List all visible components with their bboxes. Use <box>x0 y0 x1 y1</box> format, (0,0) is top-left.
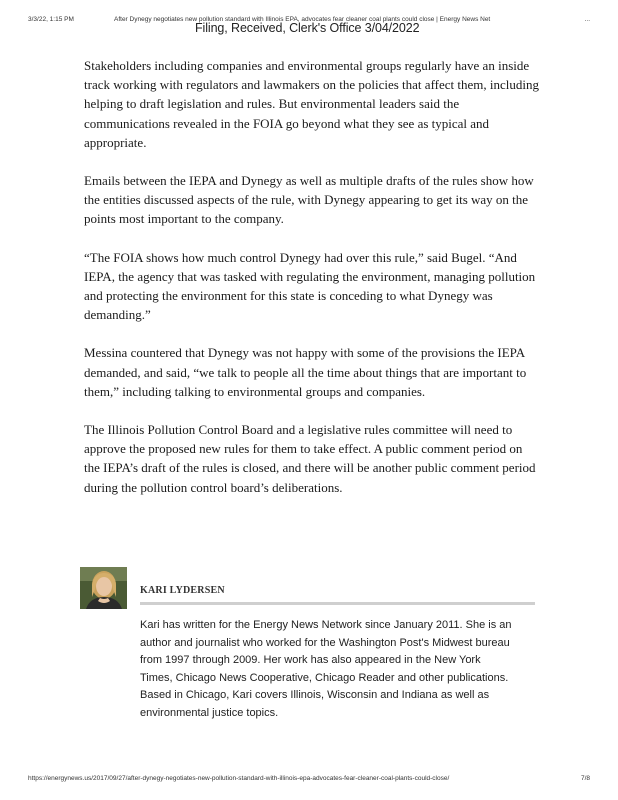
article-body <box>84 56 540 516</box>
article-paragraph: “The FOIA shows how much control Dynegy had over this rule,” said Bugel. “And IEPA, the agency that was tasked with regulating the environment, managing pollution and protecting the environment for this state is conceding to what Dynegy was demanding.” <box>84 249 536 323</box>
print-menu-dots: ... <box>584 16 590 23</box>
article-paragraph: Messina countered that Dynegy was not happy with some of the provisions the IEPA demanded, and said, “we talk to people all the time about things that are important to them,” including talking to environmental groups and companies. <box>84 345 527 399</box>
author-name[interactable]: KARI LYDERSEN <box>140 585 225 596</box>
article-paragraph: Stakeholders including companies and environmental groups regularly have an inside track working with regulators and lawmakers on the policies that affect them, including helping to draft legislation and rules. But environmental leaders said the communications revealed in the FOIA go beyond what they see as typical and appropriate. <box>84 58 539 150</box>
author-avatar[interactable] <box>80 567 127 609</box>
print-page-title: After Dynegy negotiates new pollution standard with Illinois EPA, advocates fear cleaner coal plants could close | Energy News Net <box>114 16 491 23</box>
print-url: https://energynews.us/2017/09/27/after-dynegy-negotiates-new-pollution-standard-with-illinois-epa-advocates-fear-cleaner-coal-plants-could-close/ <box>28 775 450 782</box>
print-date: 3/3/22, 1:15 PM <box>28 16 74 23</box>
article-paragraph: Emails between the IEPA and Dynegy as well as multiple drafts of the rules show how the entities discussed aspects of the rule, with Dynegy appearing to get its way on the points most important to the company. <box>84 173 534 227</box>
print-page-number: 7/8 <box>580 775 590 782</box>
filing-stamp: Filing, Received, Clerk's Office 3/04/2022 <box>195 21 420 35</box>
author-bio: Kari has written for the Energy News Network since January 2011. She is an author and journalist who worked for the Washington Post's Midwest bureau from 1997 through 2009. Her work has also appeared in the New York Times, Chicago News Cooperative, Chicago Reader and other publications. Based in Chicago, Kari covers Illinois, Wisconsin and Indiana as well as environmental justice topics. <box>140 619 512 719</box>
article-paragraph: The Illinois Pollution Control Board and a legislative rules committee will need to approve the proposed new rules for them to take effect. A public comment period on the IEPA’s draft of the rules is closed, and there will be another public comment period during the pollution control board’s deliberations. <box>84 422 536 495</box>
author-divider <box>140 602 535 605</box>
author-portrait-image <box>80 567 127 609</box>
